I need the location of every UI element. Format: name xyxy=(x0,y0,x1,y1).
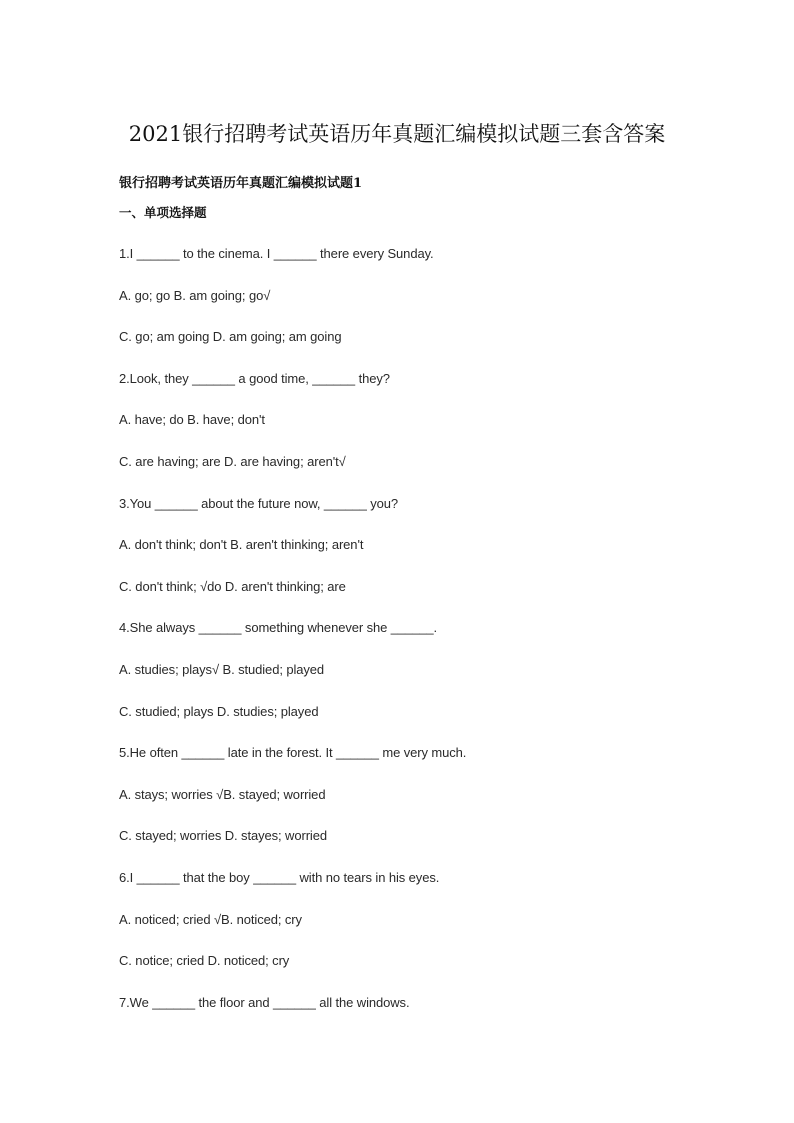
answer-options: C. studied; plays D. studies; played xyxy=(119,703,319,719)
answer-options: A. studies; plays√ B. studied; played xyxy=(119,661,325,677)
question-stem: 6.I ______ that the boy ______ with no tears in his eyes. xyxy=(119,869,440,885)
question-stem: 5.He often ______ late in the forest. It ______ me very much. xyxy=(119,745,467,761)
part-title: 一、单项选择题 xyxy=(119,205,207,220)
question-stem: 4.She always ______ something whenever she ______. xyxy=(119,620,438,636)
answer-options: C. notice; cried D. noticed; cry xyxy=(119,953,290,969)
question-stem: 3.You ______ about the future now, ______ you? xyxy=(119,495,399,511)
section-title: 银行招聘考试英语历年真题汇编模拟试题1 xyxy=(119,176,363,191)
question-stem: 1.I ______ to the cinema. I ______ there every Sunday. xyxy=(119,246,434,261)
answer-options: A. don't think; don't B. aren't thinking; aren't xyxy=(119,537,364,553)
answer-options: C. go; am going D. am going; am going xyxy=(119,329,342,345)
answer-options: A. stays; worries √B. stayed; worried xyxy=(119,786,326,802)
answer-options: A. have; do B. have; don't xyxy=(119,412,265,428)
answer-options: C. are having; are D. are having; aren't√ xyxy=(119,453,346,469)
answer-options: C. don't think; √do D. aren't thinking; are xyxy=(119,578,346,594)
answer-options: C. stayed; worries D. stayes; worried xyxy=(119,828,327,844)
question-stem: 2.Look, they ______ a good time, ______ they? xyxy=(119,370,390,386)
question-list xyxy=(119,245,719,1035)
question-stem: 7.We ______ the floor and ______ all the windows. xyxy=(119,994,410,1010)
document-title: 2021银行招聘考试英语历年真题汇编模拟试题三套含答案 xyxy=(128,122,666,146)
answer-options: A. noticed; cried √B. noticed; cry xyxy=(119,911,302,927)
answer-options: A. go; go B. am going; go√ xyxy=(119,287,271,303)
